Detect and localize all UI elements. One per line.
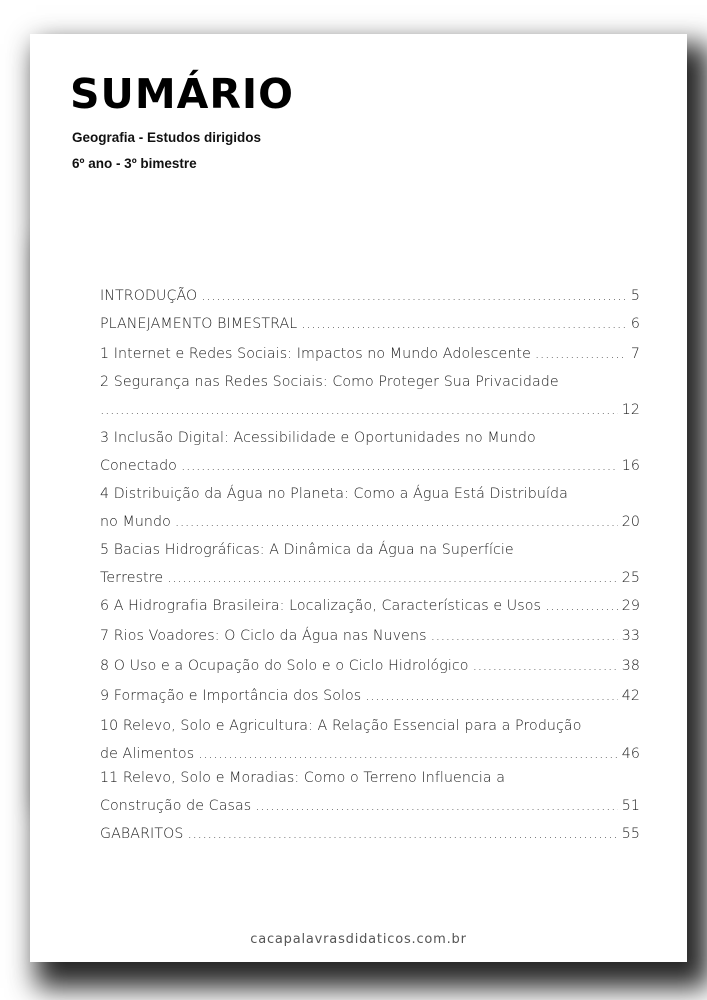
toc-entry-title: 5 Bacias Hidrográficas: A Dinâmica da Água na Superfície	[100, 542, 514, 558]
dot-leader	[175, 512, 618, 532]
toc-entry-last-line	[100, 626, 640, 646]
toc-entry-title: 7 Rios Voadores: O Ciclo da Água nas Nuvens	[100, 628, 427, 644]
dot-leader	[365, 686, 617, 706]
toc-page-number: 12	[621, 402, 640, 418]
toc-entry-title: 9 Formação e Importância dos Solos	[100, 688, 362, 704]
page-title: SUMÁRIO	[70, 70, 295, 118]
dot-leader	[201, 286, 627, 306]
dot-leader	[535, 344, 627, 364]
toc-entry-line	[100, 484, 640, 504]
toc-page-number: 46	[621, 746, 640, 762]
toc-entry-line	[100, 372, 640, 392]
toc-page-number: 6	[630, 316, 640, 332]
toc-entry-line	[100, 716, 640, 736]
dot-leader	[431, 626, 618, 646]
toc-entry-title: 1 Internet e Redes Sociais: Impactos no Mundo Adolescente	[100, 346, 531, 362]
subtitle-grade: 6º ano - 3º bimestre	[72, 156, 197, 171]
toc-entry-title: 3 Inclusão Digital: Acessibilidade e Oportunidades no Mundo	[100, 430, 536, 446]
toc-page-number: 33	[621, 628, 640, 644]
toc-entry-last-line	[100, 656, 640, 676]
toc-entry-title: PLANEJAMENTO BIMESTRAL	[100, 316, 298, 332]
toc-entry-last-line	[100, 596, 640, 616]
subtitle-subject: Geografia - Estudos dirigidos	[72, 130, 262, 145]
dot-leader	[167, 568, 618, 588]
dot-leader	[181, 456, 618, 476]
toc-entry-last-line	[100, 400, 640, 420]
toc-page-number: 51	[621, 798, 640, 814]
toc-entry-last-line	[100, 686, 640, 706]
toc-page-number: 7	[630, 346, 640, 362]
toc-page-number: 20	[621, 514, 640, 530]
toc-entry-line	[100, 540, 640, 560]
toc-entry-last-line	[100, 344, 640, 364]
toc-page-number: 55	[621, 826, 640, 842]
toc-entry-last-line	[100, 512, 640, 532]
toc-page-number: 5	[630, 288, 640, 304]
toc-entry-line	[100, 428, 640, 448]
toc-page-number: 38	[621, 658, 640, 674]
toc-entry-last-line	[100, 314, 640, 334]
dot-leader	[198, 744, 618, 764]
dot-leader	[255, 796, 617, 816]
toc-entry-last-line	[100, 796, 640, 816]
toc-entry-title: 10 Relevo, Solo e Agricultura: A Relação Essencial para a Produção	[100, 718, 582, 734]
footer-website: cacapalavrasdidaticos.com.br	[250, 932, 467, 947]
toc-entry-title: Terrestre	[100, 570, 164, 586]
toc-page-number: 16	[621, 458, 640, 474]
document-page	[30, 34, 687, 962]
toc-entry-title: no Mundo	[100, 514, 171, 530]
dot-leader	[100, 400, 618, 420]
toc-page-number: 29	[621, 598, 640, 614]
dot-leader	[473, 656, 618, 676]
toc-entry-title: 2 Segurança nas Redes Sociais: Como Proteger Sua Privacidade	[100, 374, 559, 390]
toc-page-number: 42	[621, 688, 640, 704]
toc-entry-last-line	[100, 286, 640, 306]
toc-entry-title: INTRODUÇÃO	[100, 288, 198, 304]
dot-leader	[545, 596, 618, 616]
toc-entry-title: GABARITOS	[100, 826, 184, 842]
toc-page-number: 25	[621, 570, 640, 586]
toc-entry-line	[100, 768, 640, 788]
dot-leader	[187, 824, 617, 844]
toc-entry-title: 6 A Hidrografia Brasileira: Localização, Características e Usos	[100, 598, 542, 614]
toc-entry-last-line	[100, 744, 640, 764]
toc-entry-title: de Alimentos	[100, 746, 195, 762]
toc-entry-title: Conectado	[100, 458, 177, 474]
toc-entry-title: Construção de Casas	[100, 798, 252, 814]
dot-leader	[301, 314, 627, 334]
toc-entry-title: 8 O Uso e a Ocupação do Solo e o Ciclo Hidrológico	[100, 658, 469, 674]
toc-entry-last-line	[100, 456, 640, 476]
toc-entry-title: 4 Distribuição da Água no Planeta: Como a Água Está Distribuída	[100, 486, 568, 502]
toc-entry-title: 11 Relevo, Solo e Moradias: Como o Terreno Influencia a	[100, 770, 506, 786]
toc-entry-last-line	[100, 824, 640, 844]
toc-entry-last-line	[100, 568, 640, 588]
